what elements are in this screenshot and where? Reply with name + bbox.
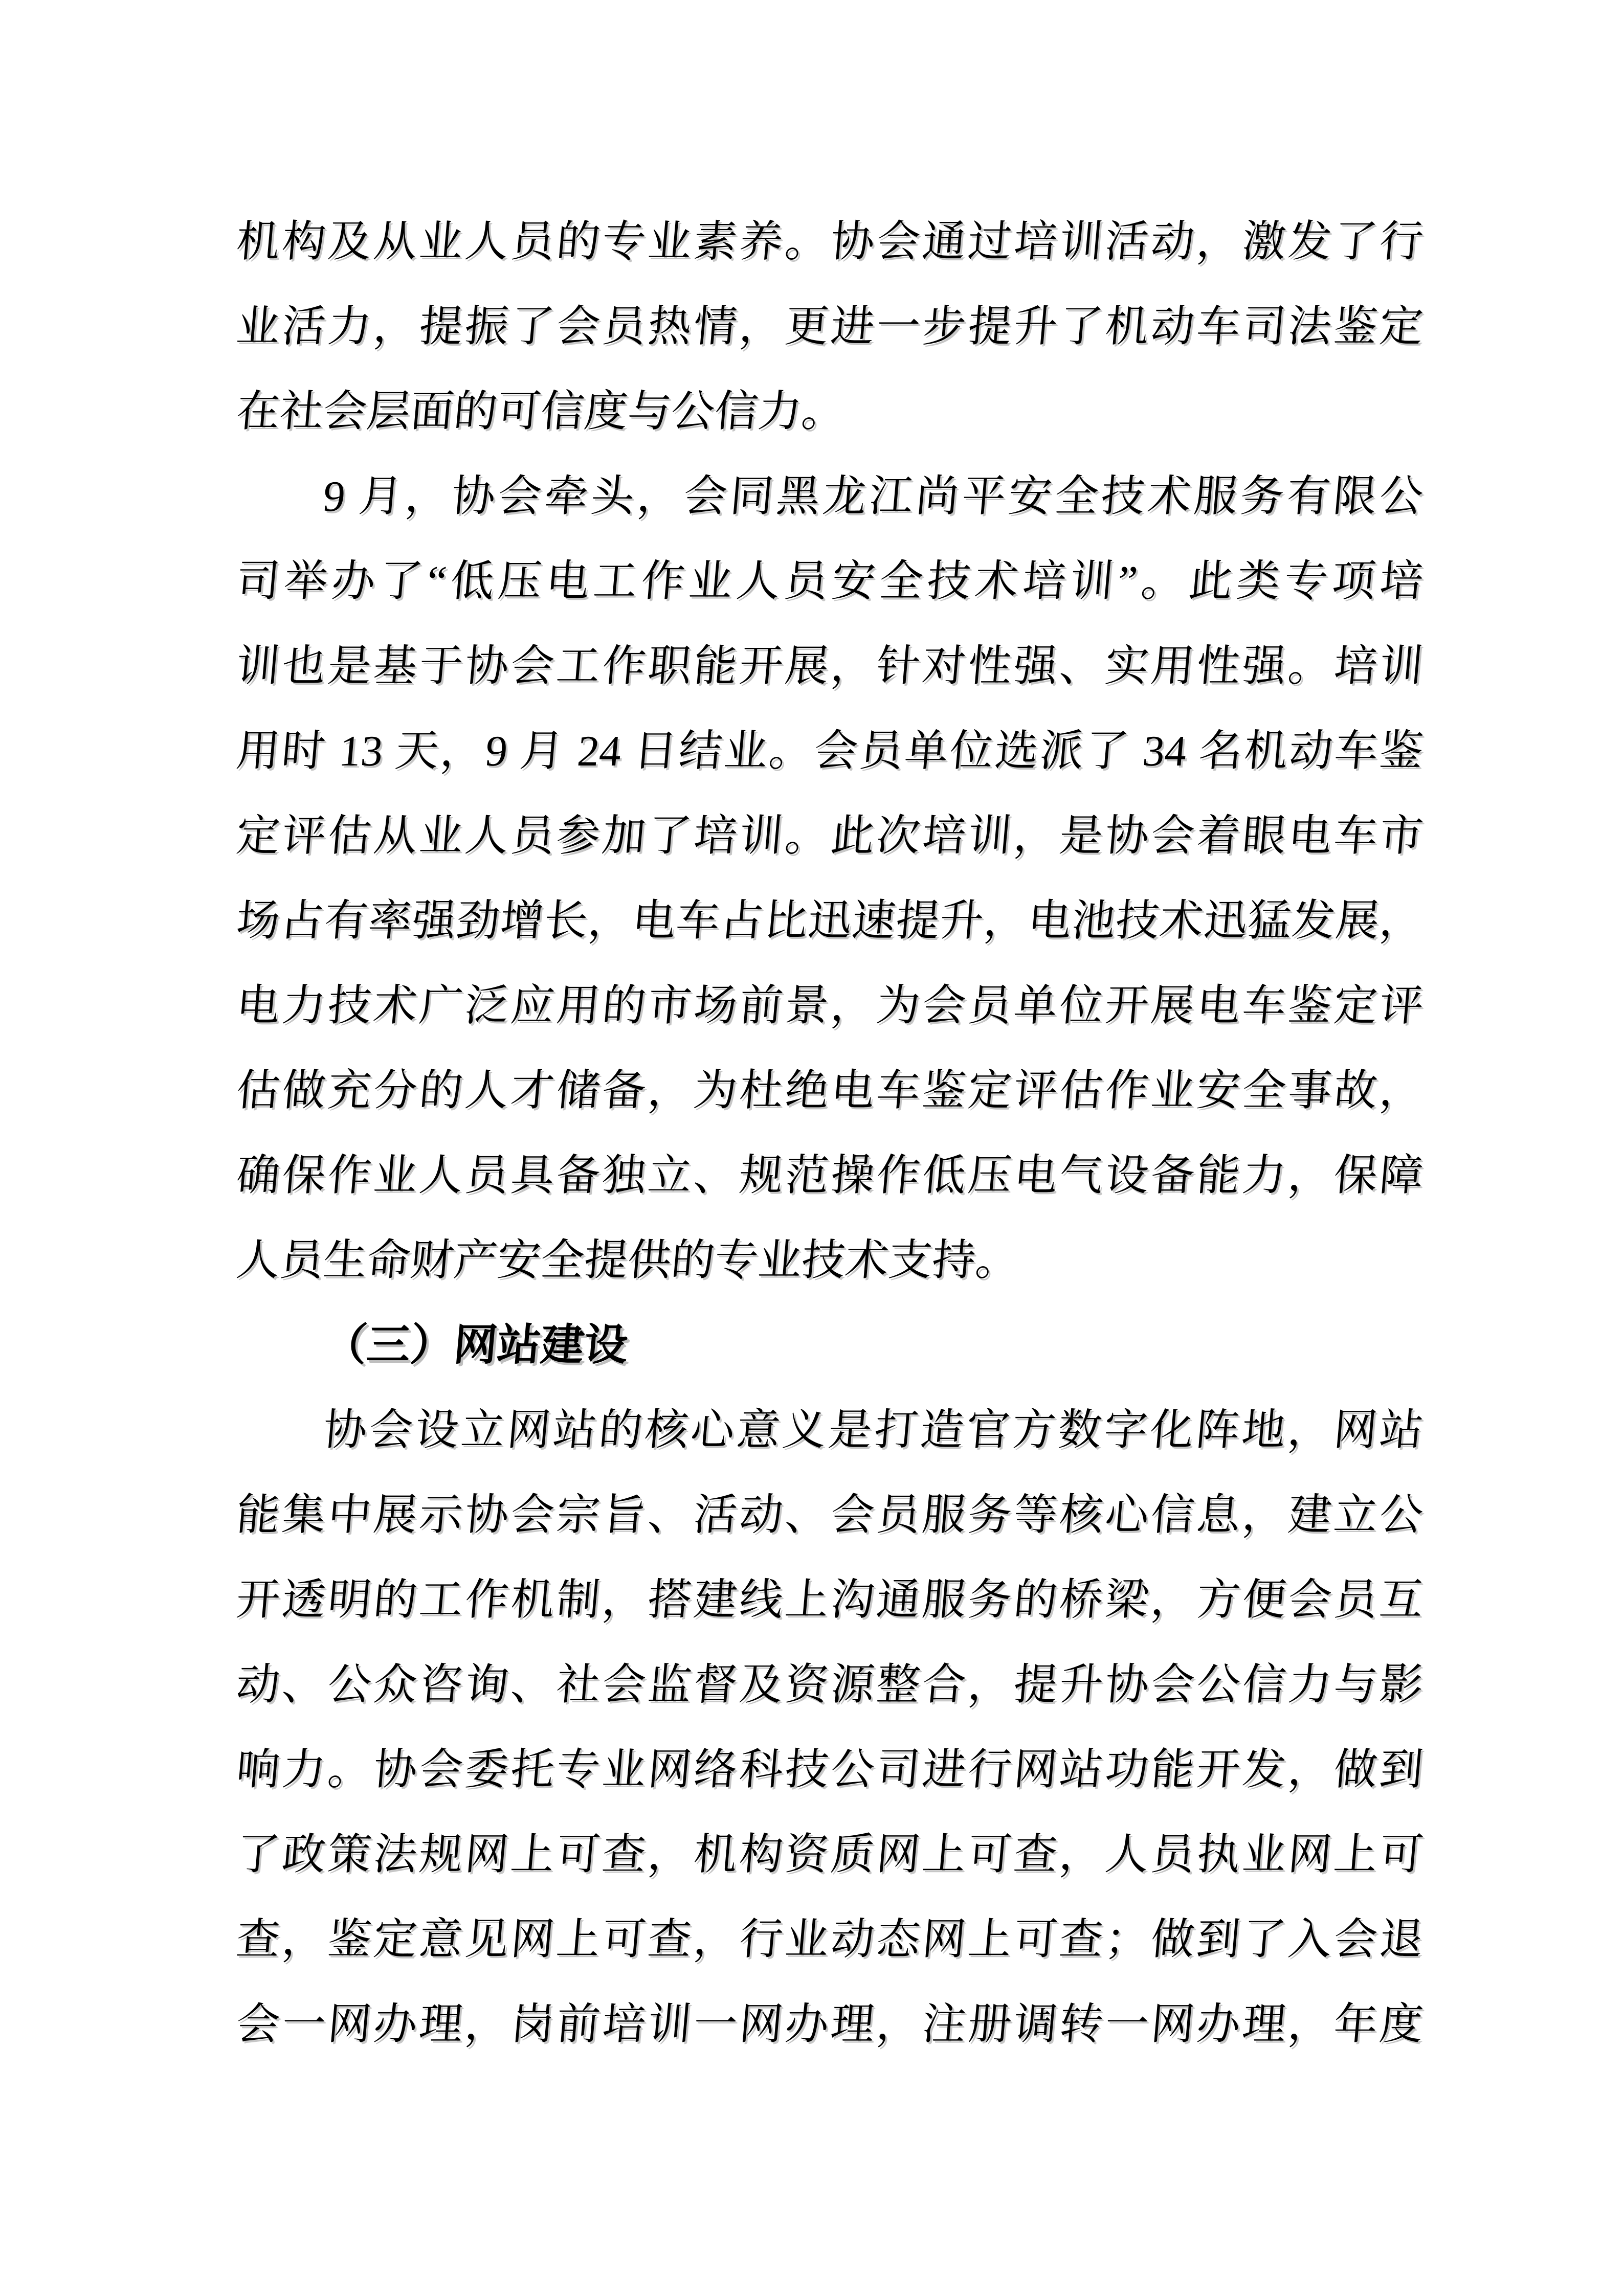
text-line: 9 月，协会牵头，会同黑龙江尚平安全技术服务有限公: [321, 472, 1426, 521]
text-line: 估做充分的人才储备，为杜绝电车鉴定评估作业安全事故，: [234, 1067, 1426, 1115]
text-line: 机构及从业人员的专业素养。协会通过培训活动，激发了行: [234, 218, 1426, 266]
text-line: 响力。协会委托专业网络科技公司进行网站功能开发，做到: [234, 1746, 1426, 1794]
text-line: 能集中展示协会宗旨、活动、会员服务等核心信息，建立公: [234, 1491, 1426, 1539]
text-line: 人员生命财产安全提供的专业技术支持。: [234, 1236, 1021, 1285]
text-line: 用时 13 天，9 月 24 日结业。会员单位选派了 34 名机动车鉴: [234, 727, 1426, 775]
text-line: 在社会层面的可信度与公信力。: [234, 388, 848, 436]
text-line: 了政策法规网上可查，机构资质网上可查，人员执业网上可: [234, 1831, 1426, 1879]
text-line: 业活力，提振了会员热情，更进一步提升了机动车司法鉴定: [234, 303, 1426, 351]
text-line: 电力技术广泛应用的市场前景，为会员单位开展电车鉴定评: [234, 982, 1426, 1030]
section-heading: （三）网站建设: [321, 1321, 630, 1369]
text-line: 会一网办理，岗前培训一网办理，注册调转一网办理，年度: [234, 2000, 1426, 2049]
text-line: 动、公众咨询、社会监督及资源整合，提升协会公信力与影: [234, 1661, 1426, 1709]
text-line: 司举办了“低压电工作业人员安全技术培训”。此类专项培: [234, 557, 1426, 605]
text-line: 查，鉴定意见网上可查，行业动态网上可查；做到了入会退: [234, 1916, 1426, 1964]
text-line: 协会设立网站的核心意义是打造官方数字化阵地，网站: [321, 1406, 1426, 1454]
text-line: 开透明的工作机制，搭建线上沟通服务的桥梁，方便会员互: [234, 1576, 1426, 1624]
text-line: 确保作业人员具备独立、规范操作低压电气设备能力，保障: [234, 1152, 1426, 1200]
text-body: [233, 199, 1426, 2067]
text-line: 训也是基于协会工作职能开展，针对性强、实用性强。培训: [234, 642, 1426, 690]
text-line: 场占有率强劲增长，电车占比迅速提升，电池技术迅猛发展，: [234, 897, 1426, 945]
text-line: 定评估从业人员参加了培训。此次培训，是协会着眼电车市: [234, 812, 1426, 860]
